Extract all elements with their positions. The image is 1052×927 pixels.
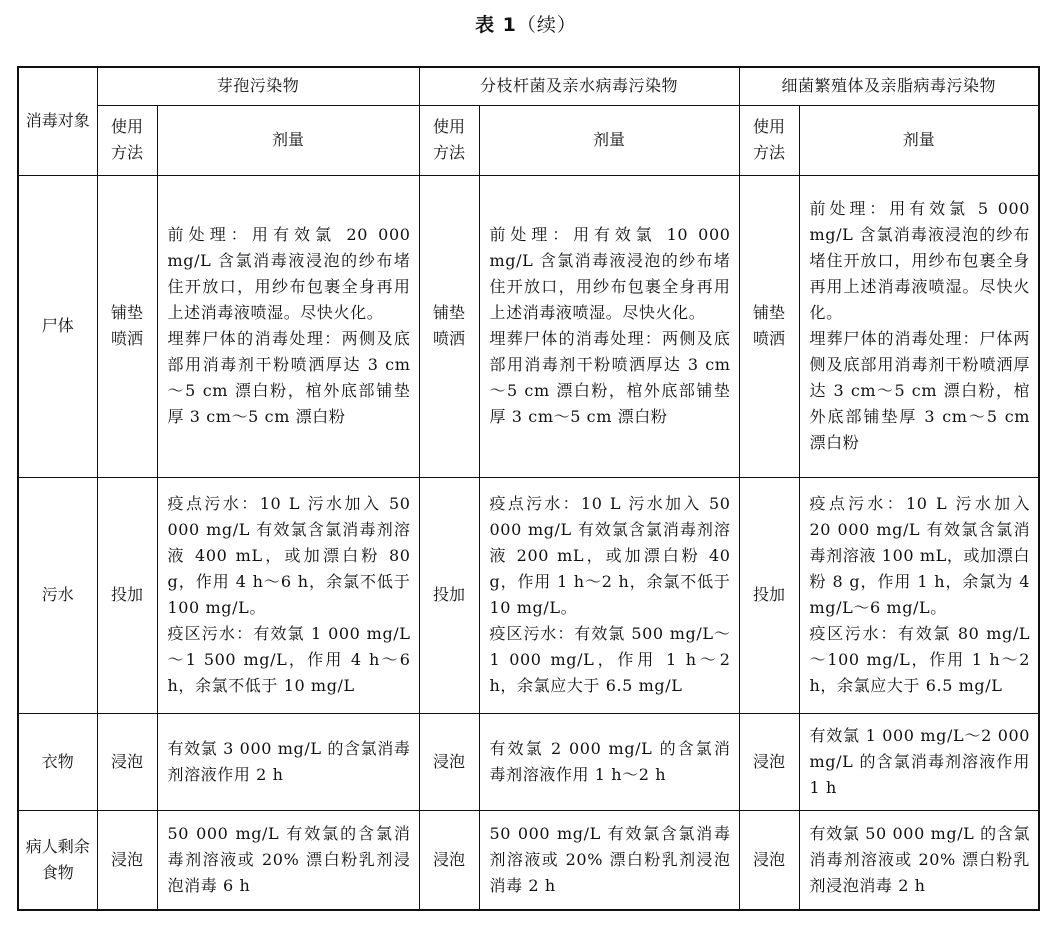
disinfection-table: [17, 66, 1040, 911]
table-row: [18, 810, 1039, 910]
dose-paragraph: 前处理：用有效氯 5 000 mg/L 含氯消毒液浸泡的纱布堵住开放口，用纱布包裹全身再用上述消毒液喷湿。尽快火化。: [809, 199, 1031, 322]
header-dose: 剂量: [799, 105, 1039, 175]
use-method: 浸泡: [97, 810, 157, 910]
dose-cell: [479, 477, 739, 713]
dose-cell: [157, 477, 419, 713]
use-method: 投加: [97, 477, 157, 713]
use-method: 浸泡: [419, 810, 479, 910]
dose-paragraph: 疫区污水：有效氯 80 mg/L～100 mg/L，作用 1 h～2 h，余氯应大于 6.5 mg/L: [809, 624, 1031, 695]
dose-paragraph: 埋葬尸体的消毒处理：两侧及底部用消毒剂干粉喷洒厚达 3 cm～5 cm 漂白粉，棺外底部铺垫厚 3 cm～5 cm 漂白粉: [167, 329, 411, 426]
dose-cell: [799, 175, 1039, 477]
dose-paragraph: 50 000 mg/L 有效氯的含氯消毒剂溶液或 20% 漂白粉乳剂浸泡消毒 6 h: [167, 823, 411, 895]
dose-paragraph: 疫点污水：10 L 污水加入 50 000 mg/L 有效氯含氯消毒剂溶液 400 mL，或加漂白粉 80 g，作用 4 h～6 h，余氯不低于 100 mg/L。: [167, 494, 411, 617]
dose-cell: [799, 810, 1039, 910]
caption-continued: （续）: [516, 14, 577, 36]
dose-paragraph: 埋葬尸体的消毒处理：尸体两侧及底部用消毒剂干粉喷洒厚达 3 cm～5 cm 漂白粉，棺外底部铺垫厚 3 cm～5 cm 漂白粉: [809, 329, 1031, 452]
header-group-mycobacteria: 分枝杆菌及亲水病毒污染物: [419, 67, 739, 105]
use-method: 投加: [739, 477, 799, 713]
dose-paragraph: 50 000 mg/L 有效氯含氯消毒剂溶液或 20% 漂白粉乳剂浸泡消毒 2 h: [489, 823, 731, 895]
dose-paragraph: 埋葬尸体的消毒处理：两侧及底部用消毒剂干粉喷洒厚达 3 cm～5 cm 漂白粉，棺外底部铺垫厚 3 cm～5 cm 漂白粉: [489, 329, 731, 426]
use-method: 铺垫喷洒: [97, 175, 157, 477]
dose-paragraph: 疫点污水：10 L 污水加入 20 000 mg/L 有效氯含氯消毒剂溶液 100 mL，或加漂白粉 8 g，作用 1 h，余氯为 4 mg/L～6 mg/L。: [809, 494, 1031, 617]
dose-paragraph: 疫区污水：有效氯 1 000 mg/L～1 500 mg/L，作用 4 h～6 h，余氯不低于 10 mg/L: [167, 624, 411, 695]
dose-paragraph: 有效氯 3 000 mg/L 的含氯消毒剂溶液作用 2 h: [167, 738, 411, 784]
dose-cell: [799, 477, 1039, 713]
header-dose: 剂量: [157, 105, 419, 175]
row-object: 尸体: [18, 175, 97, 477]
table-caption: [0, 10, 1052, 37]
dose-paragraph: 疫点污水：10 L 污水加入 50 000 mg/L 有效氯含氯消毒剂溶液 200 mL，或加漂白粉 40 g，作用 1 h～2 h，余氯不低于 10 mg/L。: [489, 494, 731, 617]
header-method: 使用方法: [419, 105, 479, 175]
dose-paragraph: 前处理：用有效氯 20 000 mg/L 含氯消毒液浸泡的纱布堵住开放口，用纱布包裹全身再用上述消毒液喷湿。尽快火化。: [167, 225, 411, 322]
header-dose: 剂量: [479, 105, 739, 175]
dose-cell: [479, 175, 739, 477]
use-method: 投加: [419, 477, 479, 713]
dose-cell: [157, 175, 419, 477]
dose-cell: [479, 713, 739, 810]
dose-cell: [799, 713, 1039, 810]
table-row: [18, 477, 1039, 713]
table-row: [18, 175, 1039, 477]
header-object: 消毒对象: [18, 67, 97, 175]
dose-paragraph: 有效氯 1 000 mg/L～2 000 mg/L 的含氯消毒剂溶液作用 1 h: [809, 725, 1031, 797]
dose-cell: [157, 810, 419, 910]
caption-title: 表 1: [475, 14, 517, 36]
row-object: 衣物: [18, 713, 97, 810]
header-method: 使用方法: [97, 105, 157, 175]
use-method: 铺垫喷洒: [419, 175, 479, 477]
use-method: 浸泡: [97, 713, 157, 810]
dose-paragraph: 疫区污水：有效氯 500 mg/L～1 000 mg/L，作用 1 h～2 h，余氯应大于 6.5 mg/L: [489, 624, 731, 695]
header-group-bacteria: 细菌繁殖体及亲脂病毒污染物: [739, 67, 1039, 105]
row-object: 病人剩余食物: [18, 810, 97, 910]
dose-paragraph: 前处理：用有效氯 10 000 mg/L 含氯消毒液浸泡的纱布堵住开放口，用纱布包裹全身再用上述消毒液喷湿。尽快火化。: [489, 225, 731, 322]
dose-cell: [157, 713, 419, 810]
header-group-spore: 芽孢污染物: [97, 67, 419, 105]
dose-cell: [479, 810, 739, 910]
row-object: 污水: [18, 477, 97, 713]
use-method: 铺垫喷洒: [739, 175, 799, 477]
use-method: 浸泡: [739, 713, 799, 810]
use-method: 浸泡: [739, 810, 799, 910]
dose-paragraph: 有效氯 2 000 mg/L 的含氯消毒剂溶液作用 1 h～2 h: [489, 738, 731, 784]
dose-paragraph: 有效氯 50 000 mg/L 的含氯消毒剂溶液或 20% 漂白粉乳剂浸泡消毒 2 h: [809, 823, 1031, 895]
header-method: 使用方法: [739, 105, 799, 175]
use-method: 浸泡: [419, 713, 479, 810]
table-row: [18, 713, 1039, 810]
